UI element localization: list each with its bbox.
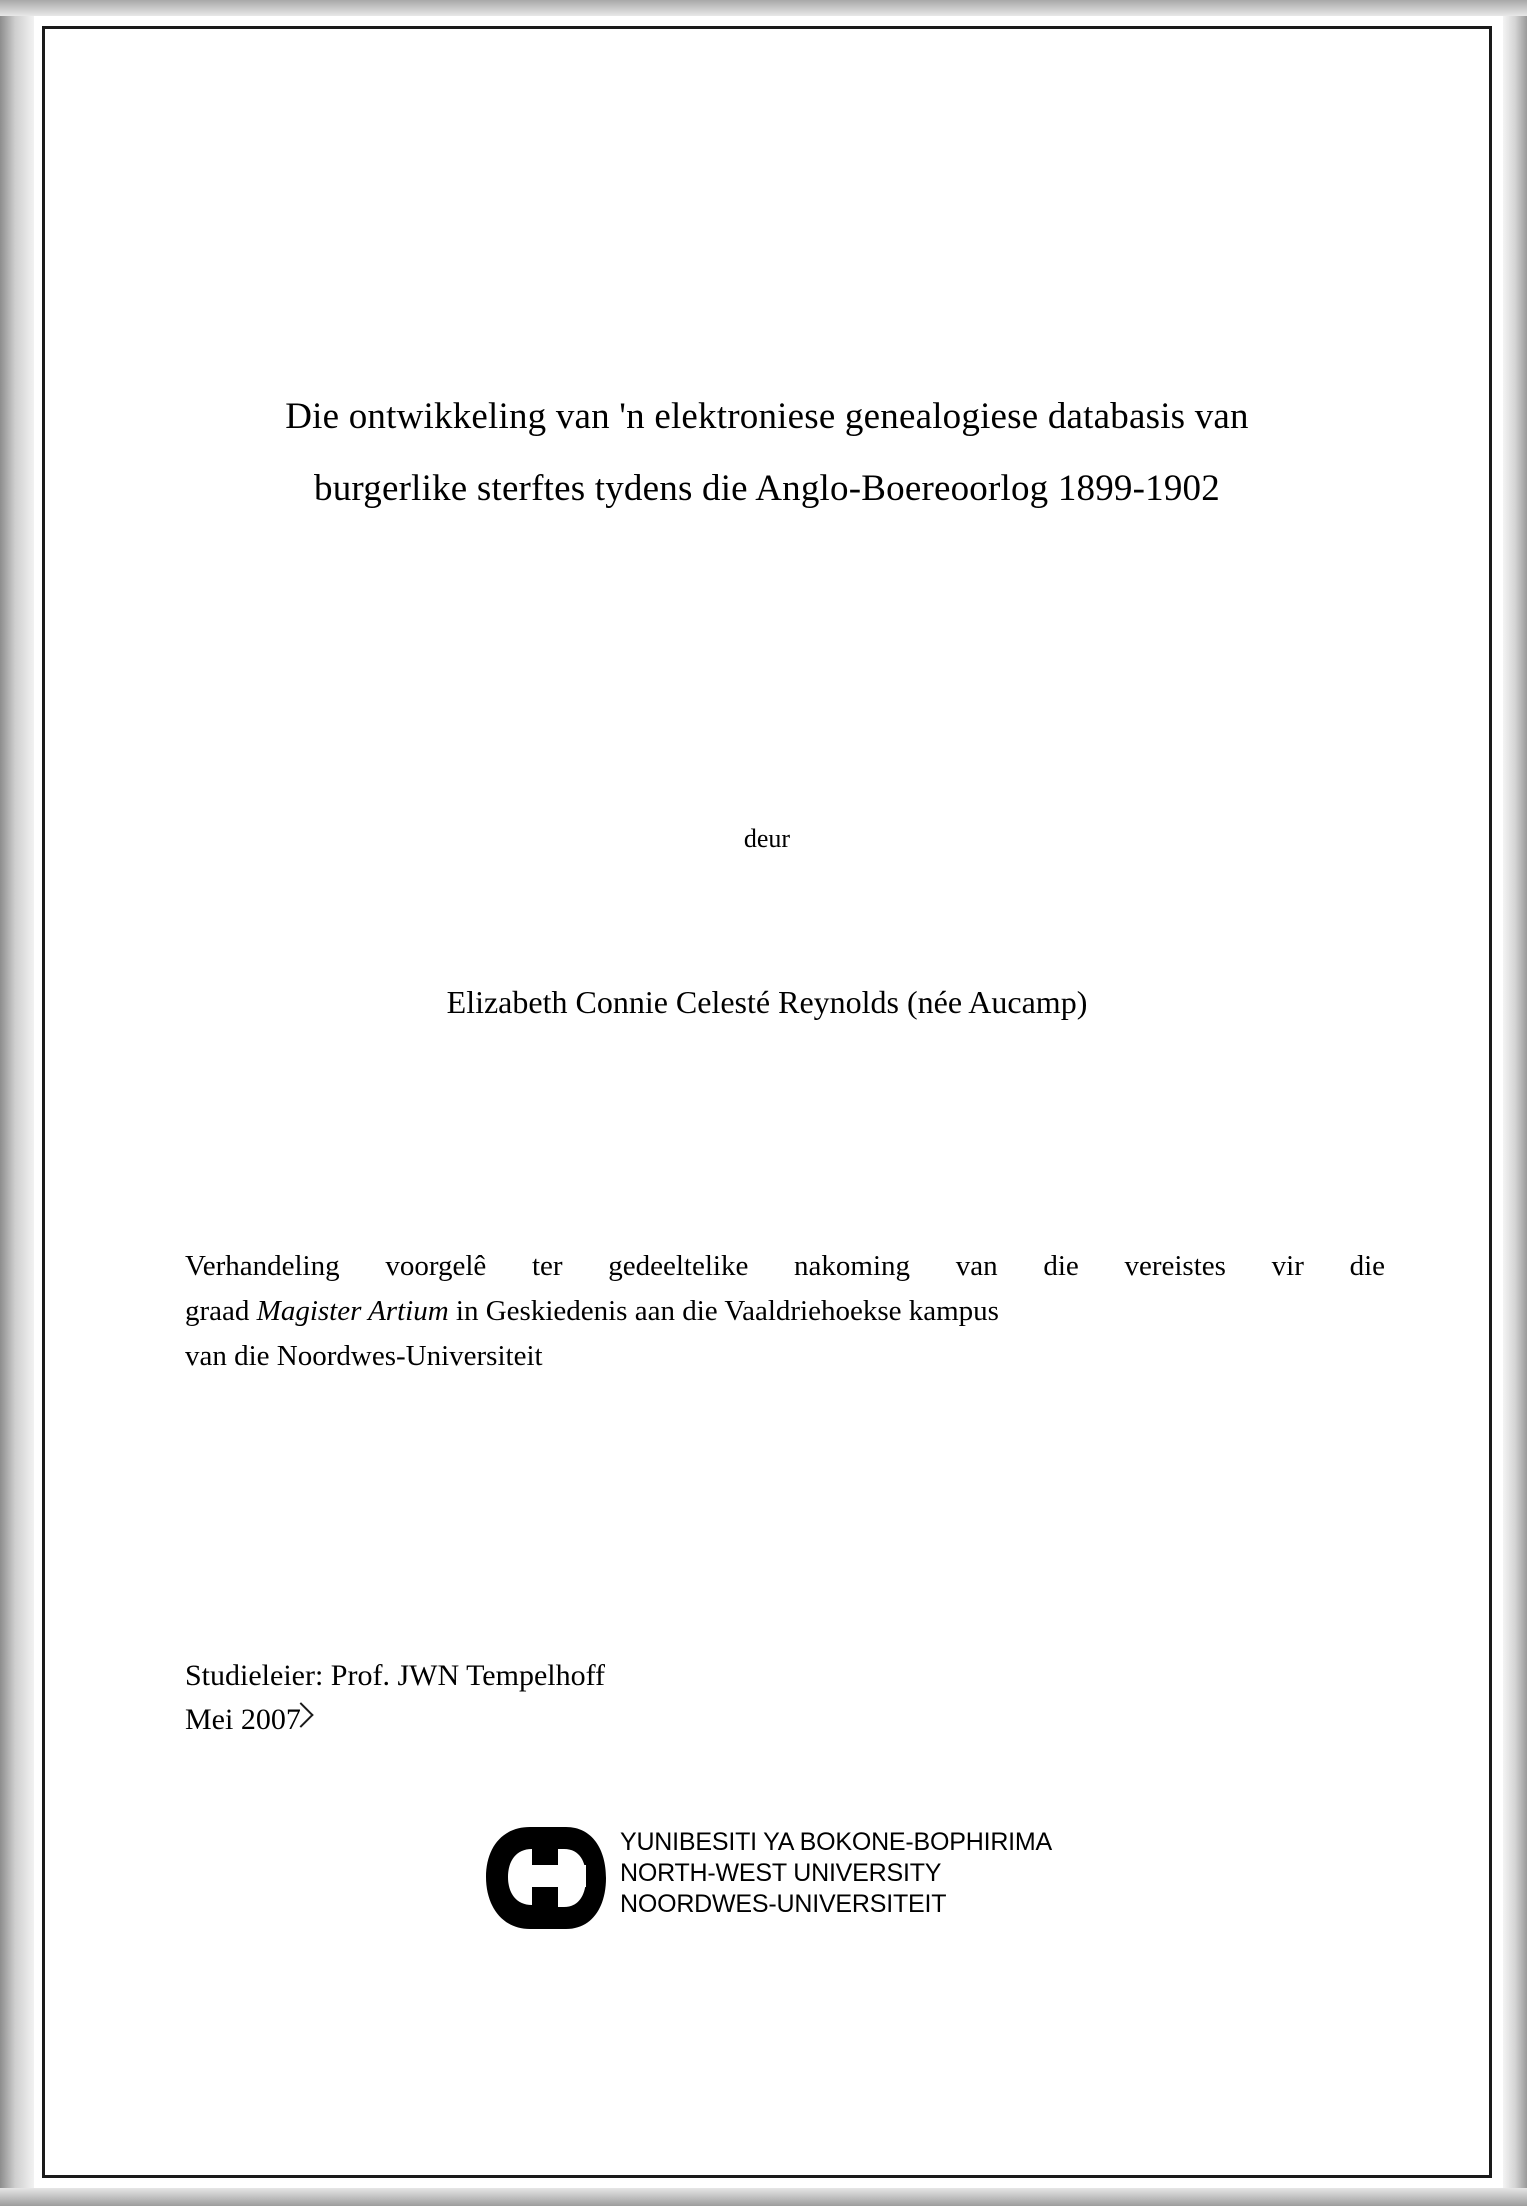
degree-statement-line-3: van die Noordwes-Universiteit [185, 1340, 543, 1372]
scan-edge-left [0, 0, 34, 2206]
supervisor-block [185, 1654, 605, 1742]
degree-statement [185, 1244, 1385, 1379]
degree-statement-line-1: Verhandeling voorgelê ter gedeeltelike nakoming van die vereistes vir die [185, 1250, 1385, 1282]
logo-text-line-1: YUNIBESITI YA BOKONE-BOPHIRIMA [619, 1828, 1053, 1856]
page-border-frame [42, 26, 1492, 2178]
degree-name-italic: Magister Artium [256, 1295, 449, 1327]
university-logo [45, 1819, 1489, 1941]
by-label: deur [743, 824, 791, 853]
title-line-2: burgerlike sterftes tydens die Anglo-Boereoorlog 1899-1902 [314, 468, 1220, 509]
scan-edge-top [0, 0, 1527, 16]
scan-edge-bottom [0, 2188, 1527, 2206]
degree-statement-line-2 [185, 1289, 1385, 1334]
degree-statement-line-2-suffix: in Geskiedenis aan die Vaaldriehoekse kampus [448, 1295, 999, 1327]
logo-text-line-2: NORTH-WEST UNIVERSITY [619, 1859, 942, 1887]
title-line-1: Die ontwikkeling van 'n elektroniese genealogiese databasis van [285, 396, 1249, 437]
logo-text-line-3: NOORDWES-UNIVERSITEIT [619, 1890, 947, 1918]
logo-text-block [620, 1819, 1052, 1920]
title-page-content [45, 29, 1489, 2175]
author-name: Elizabeth Connie Celesté Reynolds (née Aucamp) [446, 984, 1088, 1020]
date-line-wrap [185, 1698, 301, 1742]
scan-edge-right [1503, 0, 1527, 2206]
degree-statement-line-2-prefix: graad [185, 1295, 257, 1327]
supervisor-line: Studieleier: Prof. JWN Tempelhoff [185, 1659, 606, 1692]
date-line: Mei 2007 [185, 1703, 301, 1736]
nwu-logo-icon [482, 1821, 610, 1941]
page-title [165, 381, 1369, 525]
